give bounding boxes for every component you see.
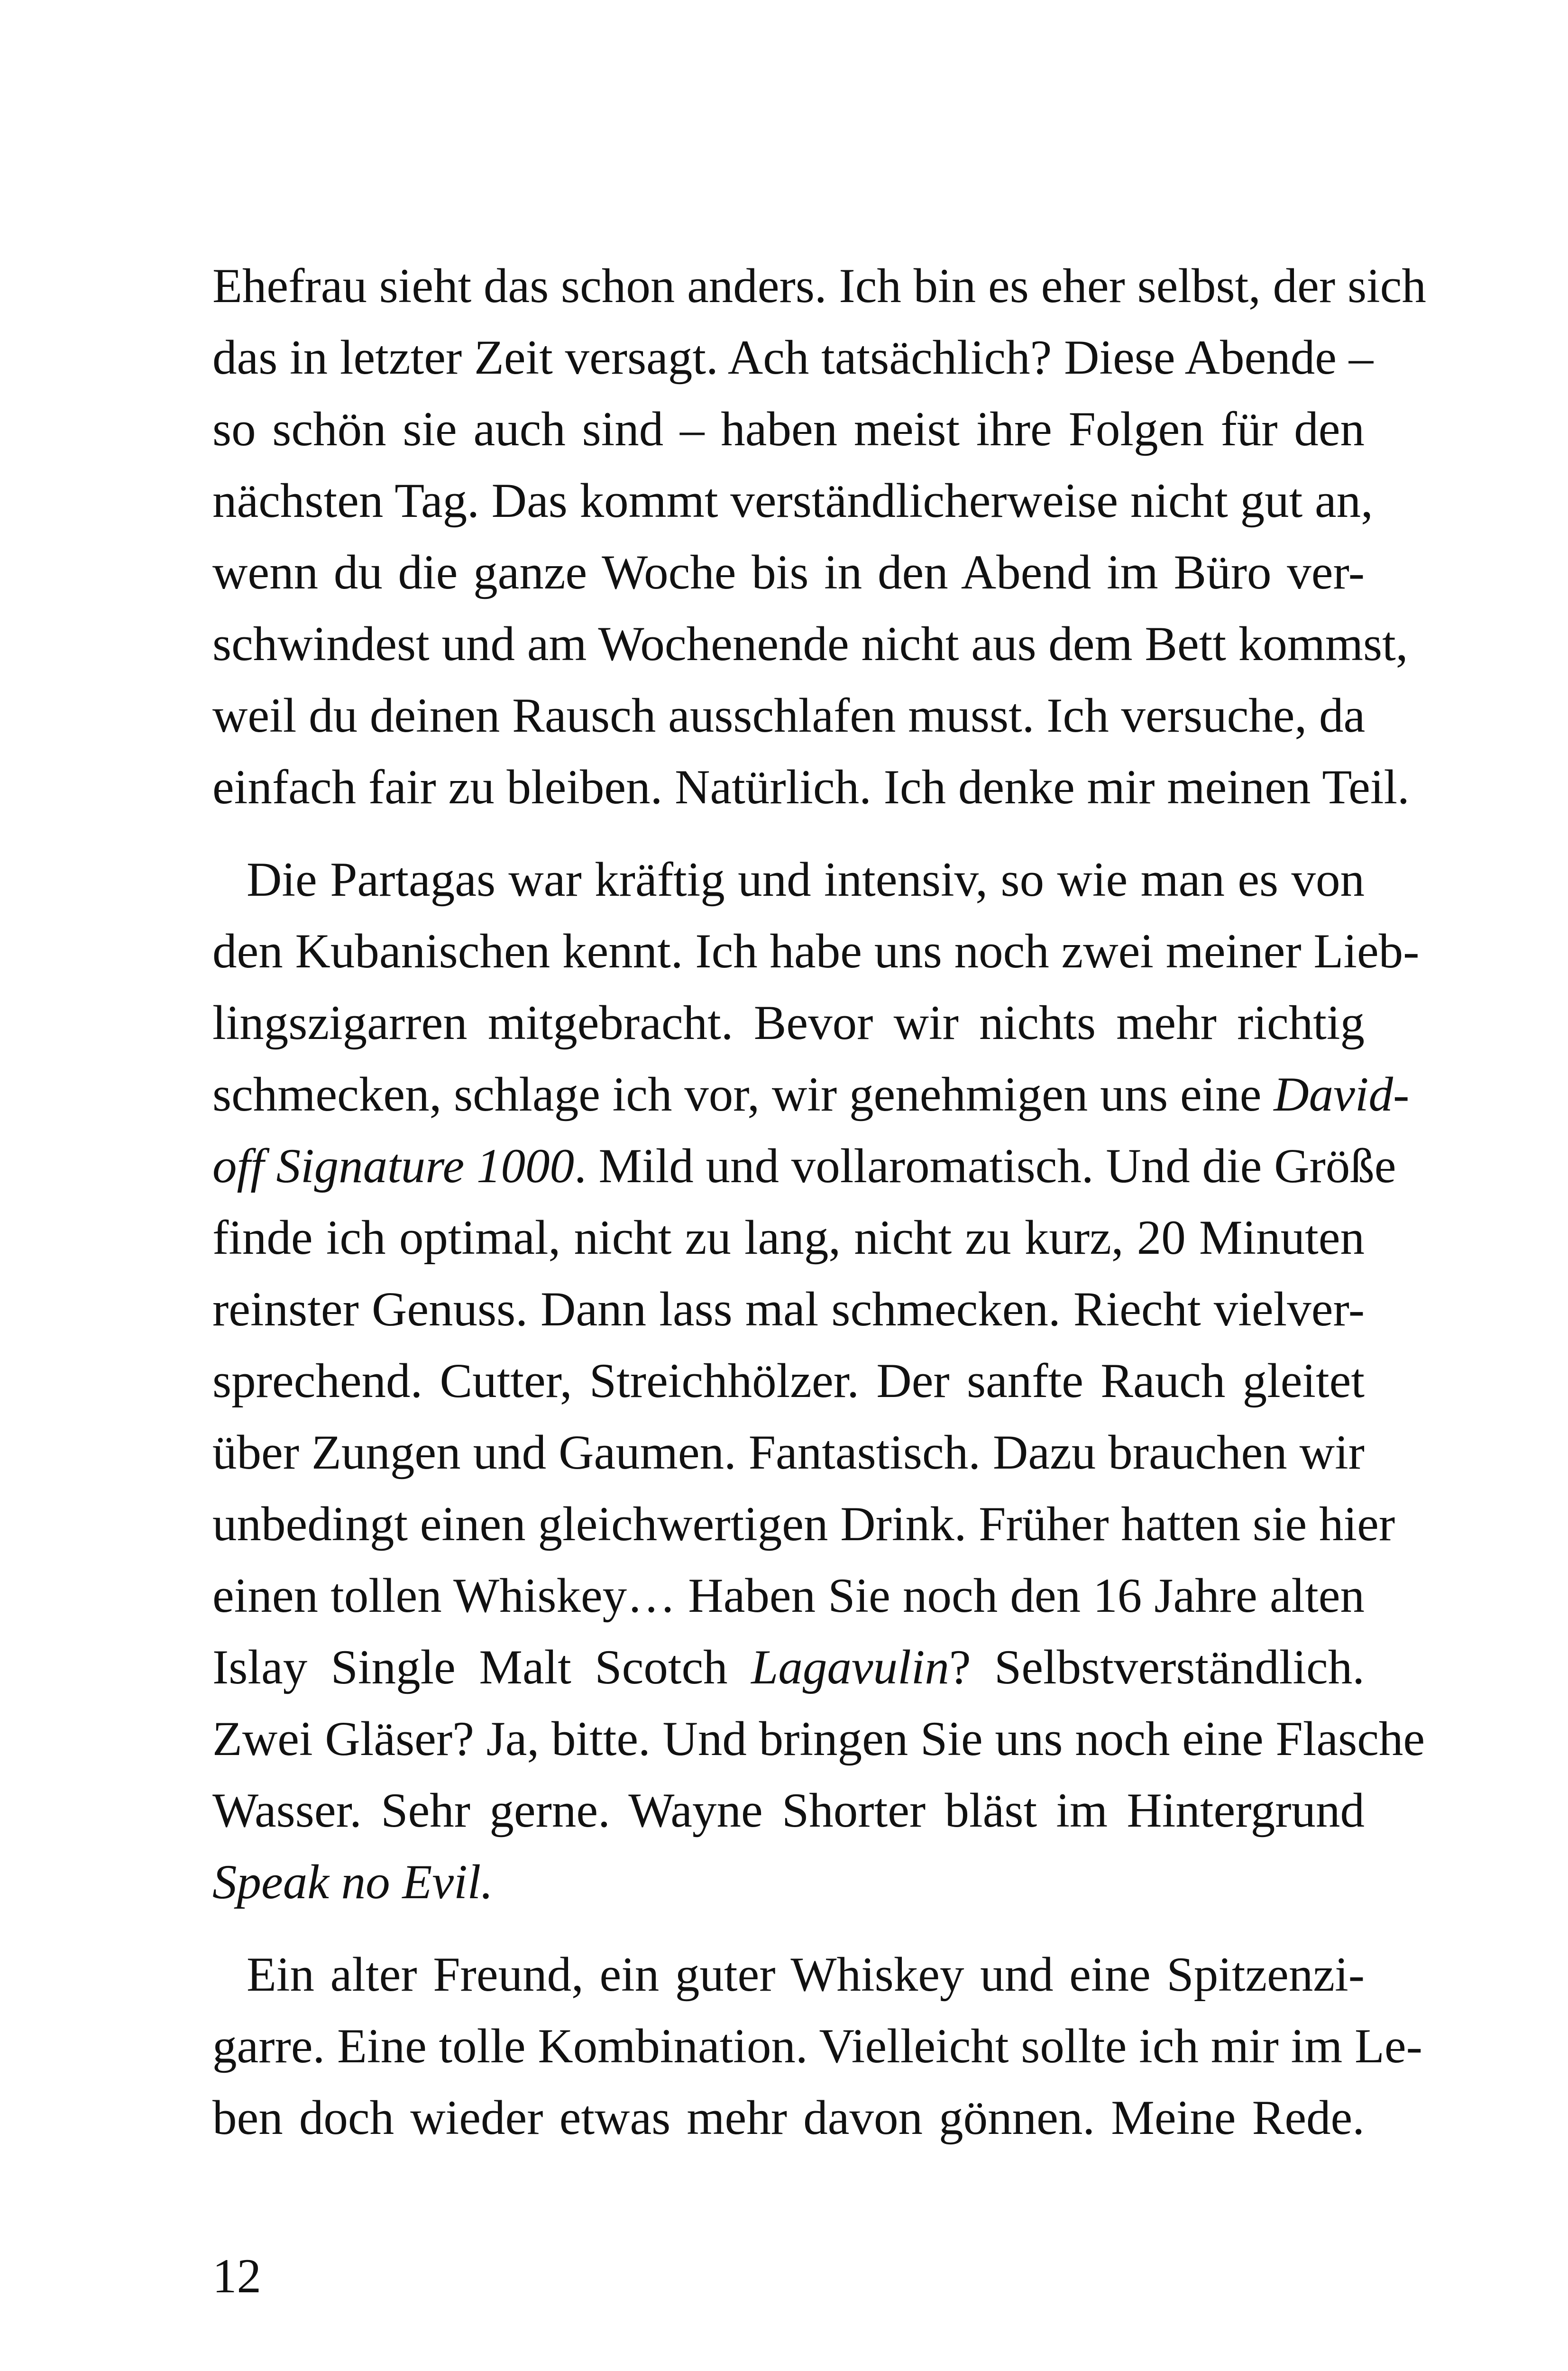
page-number: 12 bbox=[212, 2249, 261, 2303]
text-line: so schön sie auch sind – haben meist ihre Folgen für den bbox=[212, 402, 1365, 456]
paragraph-1 bbox=[212, 250, 1426, 823]
text-line: das in letzter Zeit versagt. Ach tatsächlich? Diese Abende – bbox=[212, 331, 1374, 385]
body-text bbox=[212, 250, 1426, 2175]
text-line: Wasser. Sehr gerne. Wayne Shorter bläst im Hintergrund bbox=[212, 1783, 1365, 1838]
text-line: sprechend. Cutter, Streichhölzer. Der sanfte Rauch gleitet bbox=[212, 1354, 1365, 1408]
text-line: Die Partagas war kräftig und intensiv, so wie man es von bbox=[247, 853, 1365, 907]
text-line: weil du deinen Rausch ausschlafen musst. Ich versuche, da bbox=[212, 689, 1366, 743]
text-line: Speak no Evil. bbox=[212, 1855, 494, 1909]
text-line: garre. Eine tolle Kombination. Vielleicht sollte ich mir im Le- bbox=[212, 2019, 1422, 2073]
text-line: Ein alter Freund, ein guter Whiskey und eine Spitzenzi- bbox=[247, 1948, 1365, 2002]
text-line: einen tollen Whiskey… Haben Sie noch den 16 Jahre alten bbox=[212, 1569, 1365, 1623]
text-line: finde ich optimal, nicht zu lang, nicht zu kurz, 20 Minuten bbox=[212, 1211, 1365, 1265]
text-line: ben doch wieder etwas mehr davon gönnen. Meine Rede. bbox=[212, 2091, 1365, 2145]
paragraph-3 bbox=[212, 1939, 1422, 2154]
text-line: unbedingt einen gleichwertigen Drink. Früher hatten sie hier bbox=[212, 1497, 1395, 1551]
text-line: lingszigarren mitgebracht. Bevor wir nichts mehr richtig bbox=[212, 996, 1365, 1050]
text-line: Islay Single Malt Scotch Lagavulin? Selbstverständlich. bbox=[212, 1640, 1365, 1694]
text-line: off Signature 1000. Mild und vollaromatisch. Und die Größe bbox=[212, 1139, 1396, 1193]
italic-title: off Signature 1000 bbox=[212, 1139, 574, 1193]
text-line: reinster Genuss. Dann lass mal schmecken. Riecht vielver- bbox=[212, 1282, 1365, 1336]
text-line: den Kubanischen kennt. Ich habe uns noch zwei meiner Lieb- bbox=[212, 924, 1420, 978]
text-line: schmecken, schlage ich vor, wir genehmigen uns eine David- bbox=[212, 1067, 1410, 1121]
italic-title: Lagavulin bbox=[751, 1640, 949, 1694]
text-line: Ehefrau sieht das schon anders. Ich bin es eher selbst, der sich bbox=[212, 259, 1426, 313]
paragraph-2 bbox=[212, 844, 1425, 1918]
text-line: nächsten Tag. Das kommt verständlicherweise nicht gut an, bbox=[212, 474, 1373, 528]
text-line: schwindest und am Wochenende nicht aus dem Bett kommst, bbox=[212, 617, 1408, 671]
text-line: einfach fair zu bleiben. Natürlich. Ich denke mir meinen Teil. bbox=[212, 760, 1410, 814]
italic-title: David- bbox=[1274, 1067, 1410, 1121]
text-line: wenn du die ganze Woche bis in den Abend im Büro ver- bbox=[212, 545, 1365, 599]
text-line: Zwei Gläser? Ja, bitte. Und bringen Sie uns noch eine Flasche bbox=[212, 1712, 1425, 1766]
text-line: über Zungen und Gaumen. Fantastisch. Dazu brauchen wir bbox=[212, 1425, 1365, 1480]
